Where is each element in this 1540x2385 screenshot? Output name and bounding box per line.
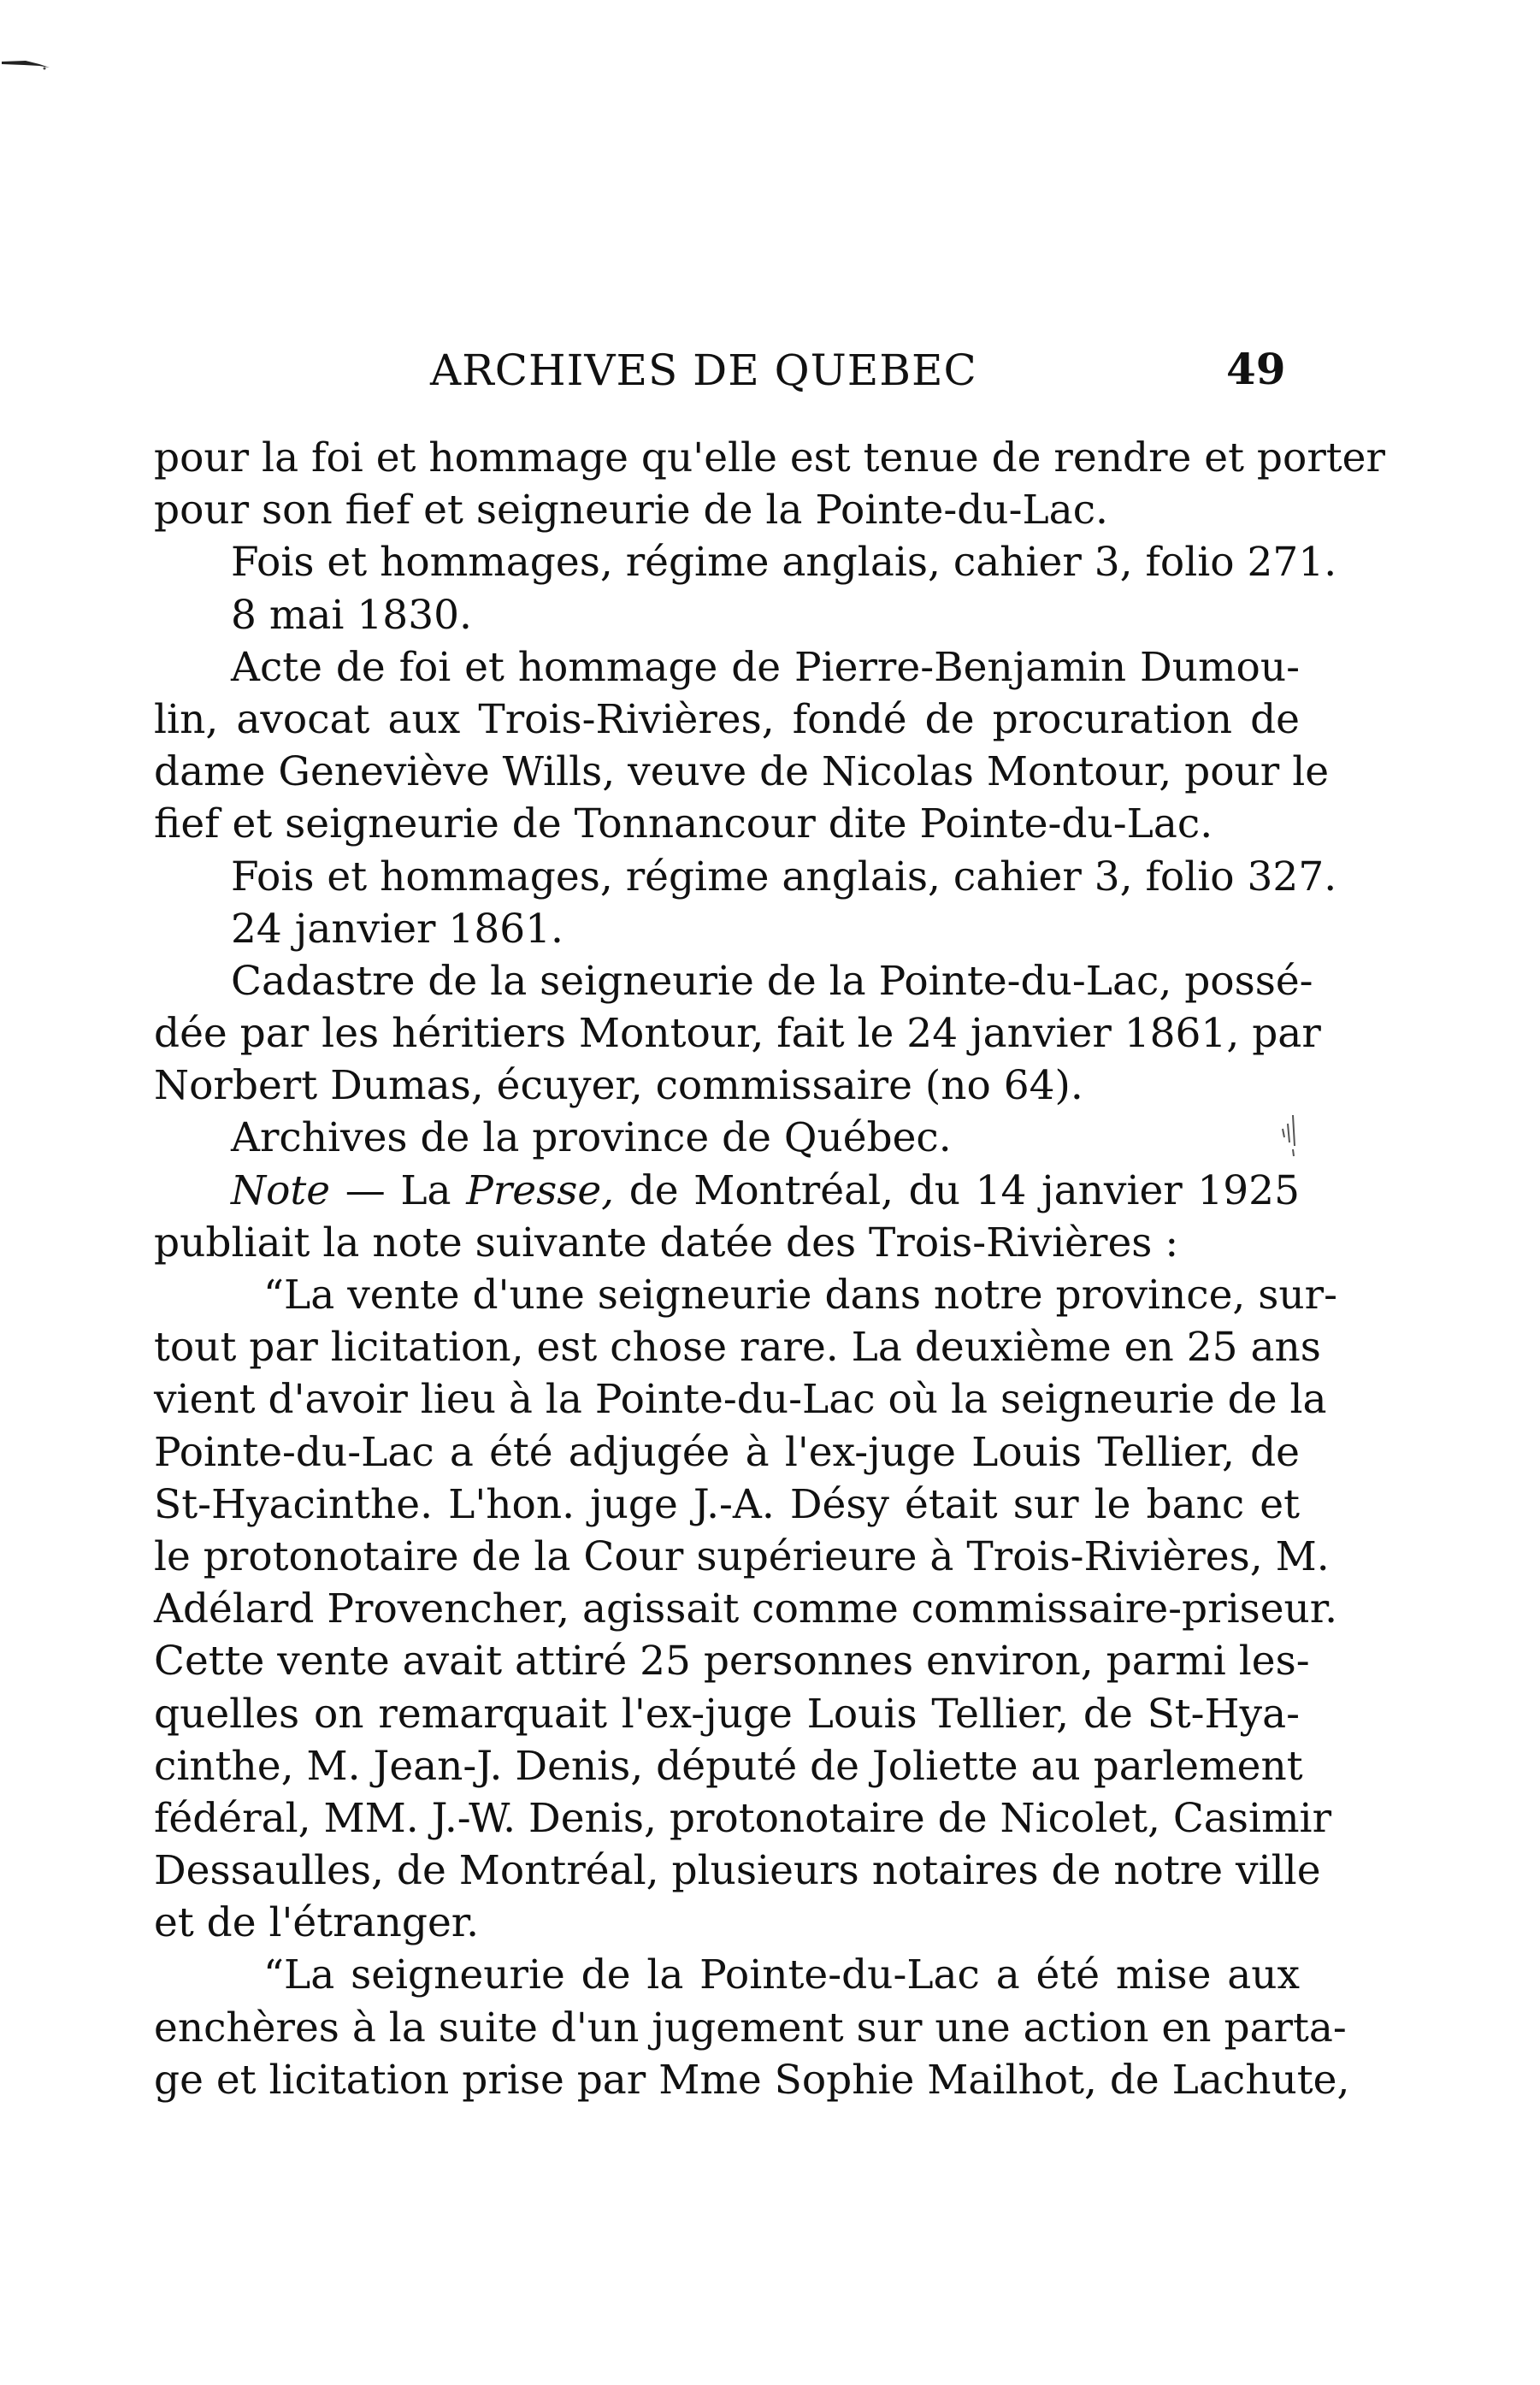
text-line: enchères à la suite d'un jugement sur une action en parta- [154,2004,1347,2051]
text-line: Dessaulles, de Montréal, plusieurs notaires de notre ville [154,1847,1321,1895]
text-line: quelles on remarquait l'ex-juge Louis Tellier, de St-Hya- [154,1690,1300,1738]
text-line: dée par les héritiers Montour, fait le 24 janvier 1861, par [154,1010,1321,1058]
note-dash: — La [330,1166,467,1214]
text-line: Pointe-du-Lac a été adjugée à l'ex-juge Louis Tellier, de [154,1428,1300,1476]
text-line: le protonotaire de la Cour supérieure à Trois-Rivières, M. [154,1532,1330,1580]
page-number: 49 [1226,344,1286,394]
text-line: dame Geneviève Wills, veuve de Nicolas Montour, pour le [154,748,1330,796]
body-text [154,432,1385,2106]
text-line: 24 janvier 1861. [231,905,563,953]
text-line: Archives de la province de Québec. [231,1114,952,1162]
text-line: tout par licitation, est chose rare. La deuxième en 25 ans [154,1324,1321,1372]
text-line: Cadastre de la seigneurie de la Pointe-du-Lac, possé- [231,957,1313,1005]
text-line: publiait la note suivante datée des Trois-Rivières : [154,1219,1179,1266]
text-line: vient d'avoir lieu à la Pointe-du-Lac où la seigneurie de la [154,1376,1327,1424]
text-line: “La vente d'une seigneurie dans notre province, sur- [263,1272,1338,1319]
text-line: 8 mai 1830. [231,591,472,639]
text-line: “La seigneurie de la Pointe-du-Lac a été mise aux [263,1951,1300,1999]
page-header [224,342,1310,402]
text-line: pour son fief et seigneurie de la Pointe-du-Lac. [154,487,1108,534]
newspaper-name: Presse, [466,1166,615,1214]
text-line: lin, avocat aux Trois-Rivières, fondé de procuration de [154,695,1300,743]
running-title: ARCHIVES DE QUEBEC [430,345,977,395]
text-line: Norbert Dumas, écuyer, commissaire (no 64). [154,1062,1083,1110]
note-label: Note [231,1166,331,1214]
scan-smudge-mark [2,56,51,70]
text-line: ge et licitation prise par Mme Sophie Mailhot, de Lachute, [154,2056,1350,2104]
text-line: St-Hyacinthe. L'hon. juge J.-A. Désy était sur le banc et [154,1480,1300,1528]
text-line: fief et seigneurie de Tonnancour dite Pointe-du-Lac. [154,800,1213,848]
text-line: Adélard Provencher, agissait comme commissaire-priseur. [154,1585,1338,1633]
text-line: Fois et hommages, régime anglais, cahier 3, folio 327. [231,853,1337,900]
note-rest: de Montréal, du 14 janvier 1925 [614,1166,1300,1214]
text-line: fédéral, MM. J.-W. Denis, protonotaire de Nicolet, Casimir [154,1794,1332,1842]
text-line: Fois et hommages, régime anglais, cahier 3, folio 271. [231,539,1337,587]
text-line: Cette vente avait attiré 25 personnes environ, parmi les- [154,1638,1310,1685]
margin-speck-mark [1279,1112,1300,1158]
text-line: Acte de foi et hommage de Pierre-Benjamin Dumou- [231,643,1300,691]
text-line: cinthe, M. Jean-J. Denis, député de Joliette au parlement [154,1742,1303,1790]
note-line [154,1165,1300,1217]
text-line: et de l'étranger. [154,1899,480,1947]
text-line: pour la foi et hommage qu'elle est tenue de rendre et porter [154,434,1385,481]
